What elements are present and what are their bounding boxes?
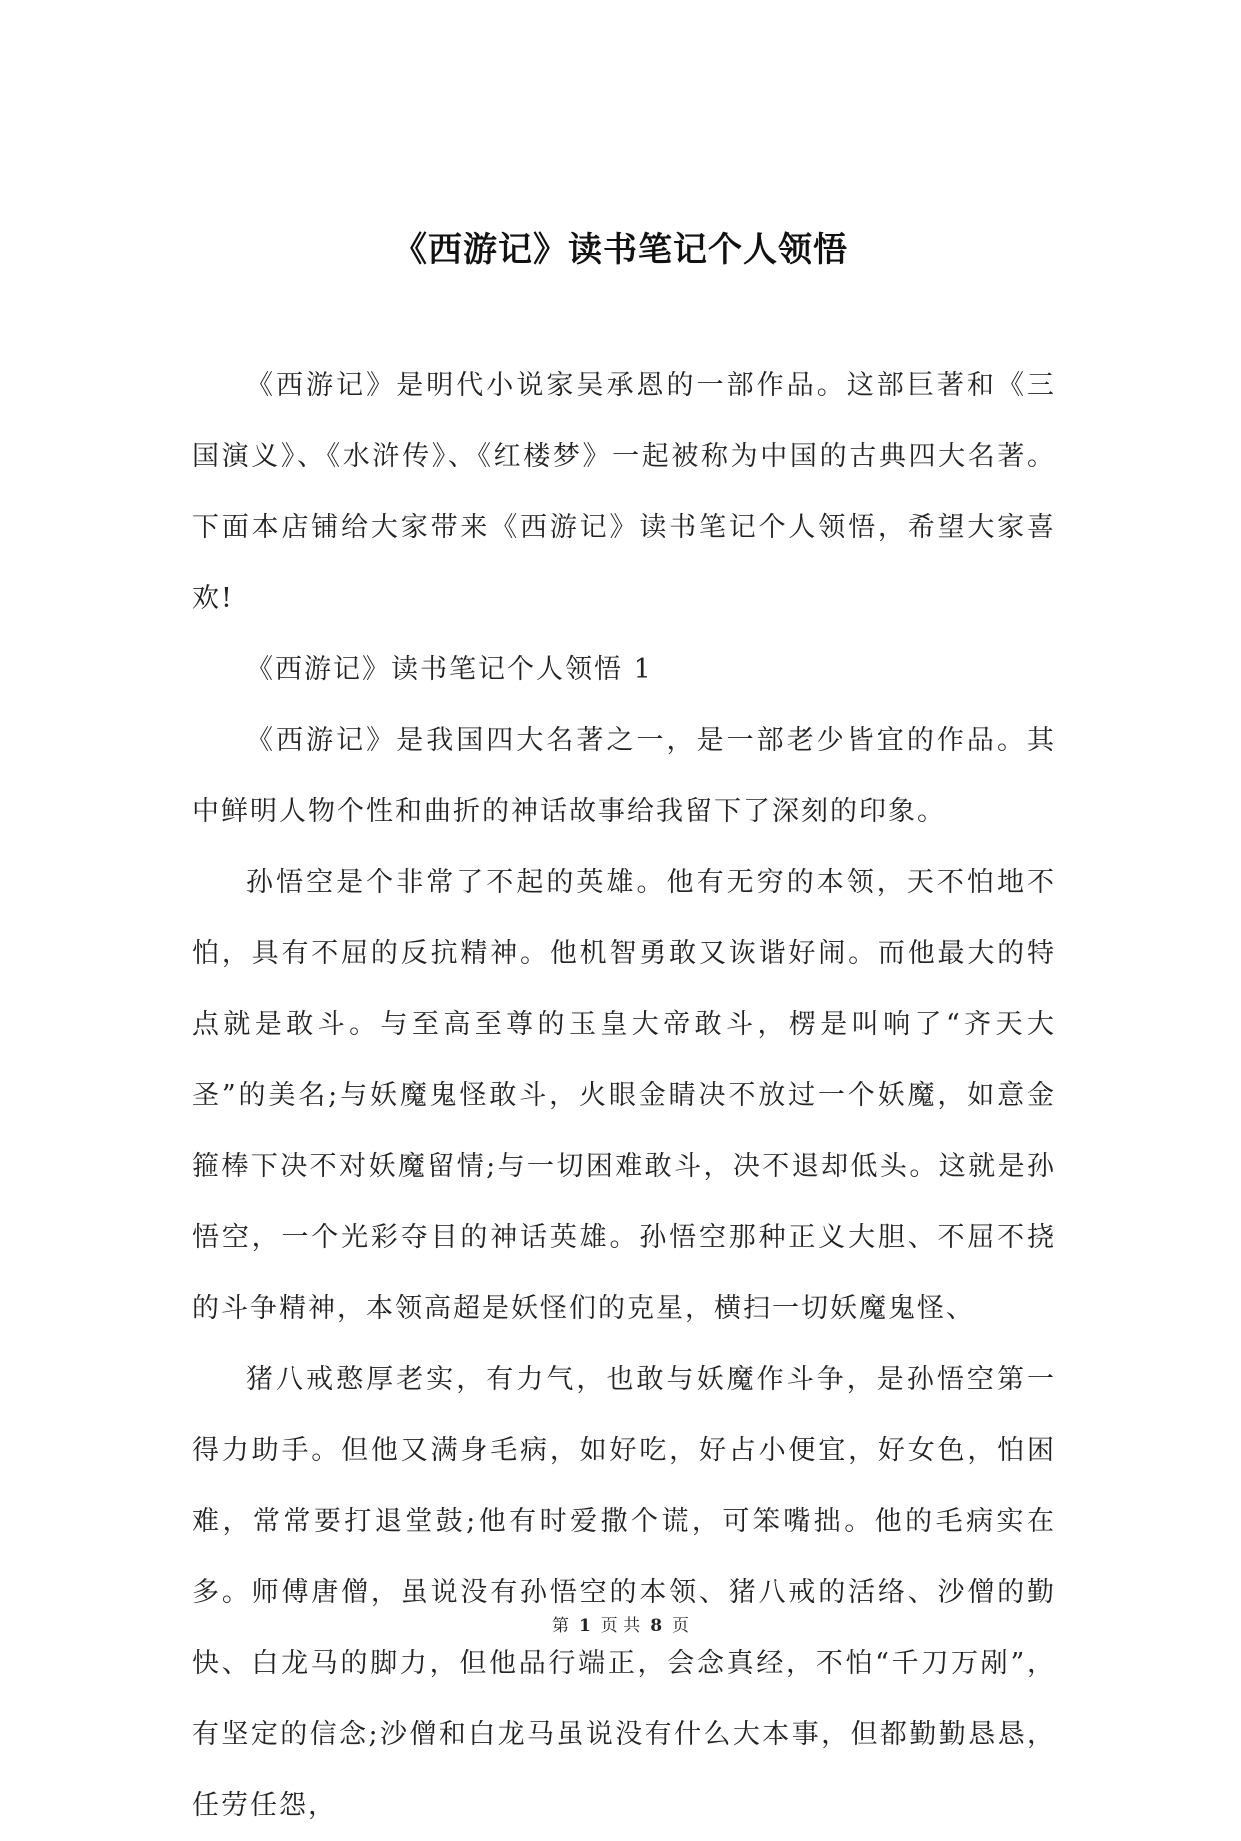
paragraph-intro: 《西游记》是明代小说家吴承恩的一部作品。这部巨著和《三国演义》、《水浒传》、《红楼梦》一起被称为中国的古典四大名著。下面本店铺给大家带来《西游记》读书笔记个人领悟，希望大家喜欢! bbox=[192, 370, 1056, 614]
footer-prefix: 第 bbox=[551, 1616, 569, 1636]
section-heading: 《西游记》读书笔记个人领悟 1 bbox=[246, 654, 653, 685]
total-page-count: 8 bbox=[650, 1616, 663, 1636]
paragraph: 孙悟空是个非常了不起的英雄。他有无穷的本领，天不怕地不怕，具有不屈的反抗精神。他机智勇敢又诙谐好闹。而他最大的特点就是敢斗。与至高至尊的玉皇大帝敢斗，楞是叫响了“齐天大圣”的美名;与妖魔鬼怪敢斗，火眼金睛决不放过一个妖魔，如意金箍棒下决不对妖魔留情;与一切困难敢斗，决不退却低头。这就是孙悟空，一个光彩夺目的神话英雄。孙悟空那种正义大胆、不屈不挠的斗争精神，本领高超是妖怪们的克星，横扫一切妖魔鬼怪、 bbox=[192, 867, 1056, 1324]
footer-suffix: 页 bbox=[672, 1616, 690, 1636]
document-title: 《西游记》读书笔记个人领悟 bbox=[393, 230, 848, 270]
footer-middle: 页 共 bbox=[600, 1616, 641, 1636]
paragraph: 猪八戒憨厚老实，有力气，也敢与妖魔作斗争，是孙悟空第一得力助手。但他又满身毛病，如好吃，好占小便宜，好女色，怕困难，常常要打退堂鼓;他有时爱撒个谎，可笨嘴拙。他的毛病实在多。师傅唐僧，虽说没有孙悟空的本领、猪八戒的活络、沙僧的勤快、白龙马的脚力，但他品行端正，会念真经，不怕“千刀万剐”，有坚定的信念;沙僧和白龙马虽说没有什么大本事，但都勤勤恳恳，任劳任怨， bbox=[192, 1364, 1056, 1821]
current-page-number: 1 bbox=[578, 1616, 591, 1636]
page-footer bbox=[0, 1611, 1241, 1636]
paragraph: 《西游记》是我国四大名著之一，是一部老少皆宜的作品。其中鲜明人物个性和曲折的神话故事给我留下了深刻的印象。 bbox=[192, 725, 1056, 827]
